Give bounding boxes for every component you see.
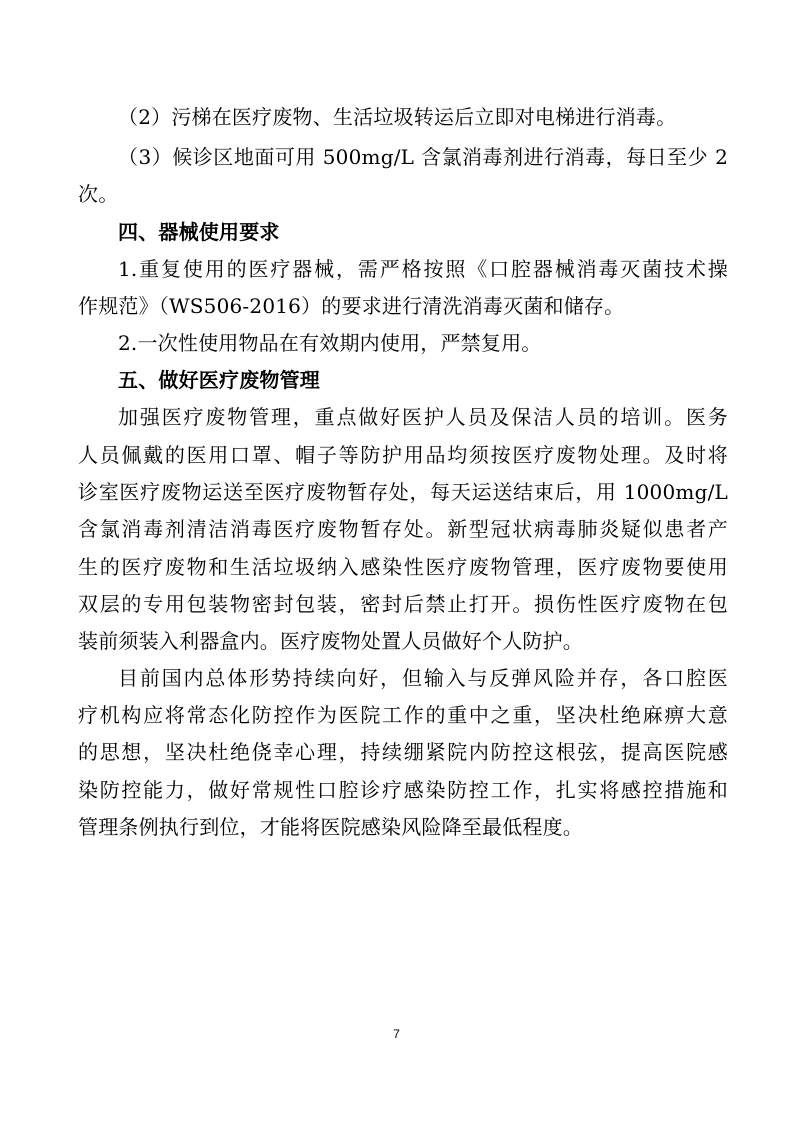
section-heading: 五、做好医疗废物管理 bbox=[118, 368, 320, 392]
paragraph-line: （3）候诊区地面可用 500mg/L 含氯消毒剂进行消毒，每日至少 2 bbox=[118, 145, 728, 169]
paragraph-line: 次。 bbox=[78, 182, 119, 206]
page-number: 7 bbox=[393, 1027, 400, 1041]
paragraph-line: 诊室医疗废物运送至医疗废物暂存处，每天运送结束后，用 1000mg/L bbox=[78, 480, 728, 504]
paragraph-line: 生的医疗废物和生活垃圾纳入感染性医疗废物管理，医疗废物要使用 bbox=[78, 555, 728, 579]
paragraph-line: 管理条例执行到位，才能将医院感染风险降至最低程度。 bbox=[78, 815, 583, 839]
paragraph-line: 1.重复使用的医疗器械，需严格按照《口腔器械消毒灭菌技术操 bbox=[118, 257, 728, 281]
paragraph-line: 染防控能力，做好常规性口腔诊疗感染防控工作，扎实将感控措施和 bbox=[78, 778, 728, 802]
paragraph-line: 的思想，坚决杜绝侥幸心理，持续绷紧院内防控这根弦，提高医院感 bbox=[78, 740, 728, 764]
paragraph-line: 装前须装入利器盒内。医疗废物处置人员做好个人防护。 bbox=[78, 629, 583, 653]
paragraph-line: 双层的专用包装物密封包装，密封后禁止打开。损伤性医疗废物在包 bbox=[78, 592, 728, 616]
paragraph-line: 2.一次性使用物品在有效期内使用，严禁复用。 bbox=[118, 331, 542, 355]
paragraph-line: 疗机构应将常态化防控作为医院工作的重中之重，坚决杜绝麻痹大意 bbox=[78, 703, 728, 727]
paragraph-line: 目前国内总体形势持续向好，但输入与反弹风险并存，各口腔医 bbox=[118, 666, 728, 690]
section-heading: 四、器械使用要求 bbox=[118, 220, 280, 244]
paragraph-line: 作规范》（WS506-2016）的要求进行清洗消毒灭菌和储存。 bbox=[78, 294, 625, 318]
paragraph-line: 加强医疗废物管理，重点做好医护人员及保洁人员的培训。医务 bbox=[118, 405, 728, 429]
paragraph-line: 含氯消毒剂清洁消毒医疗废物暂存处。新型冠状病毒肺炎疑似患者产 bbox=[78, 517, 728, 541]
paragraph-line: （2）污梯在医疗废物、生活垃圾转运后立即对电梯进行消毒。 bbox=[118, 105, 677, 129]
paragraph-line: 人员佩戴的医用口罩、帽子等防护用品均须按医疗废物处理。及时将 bbox=[78, 443, 728, 467]
